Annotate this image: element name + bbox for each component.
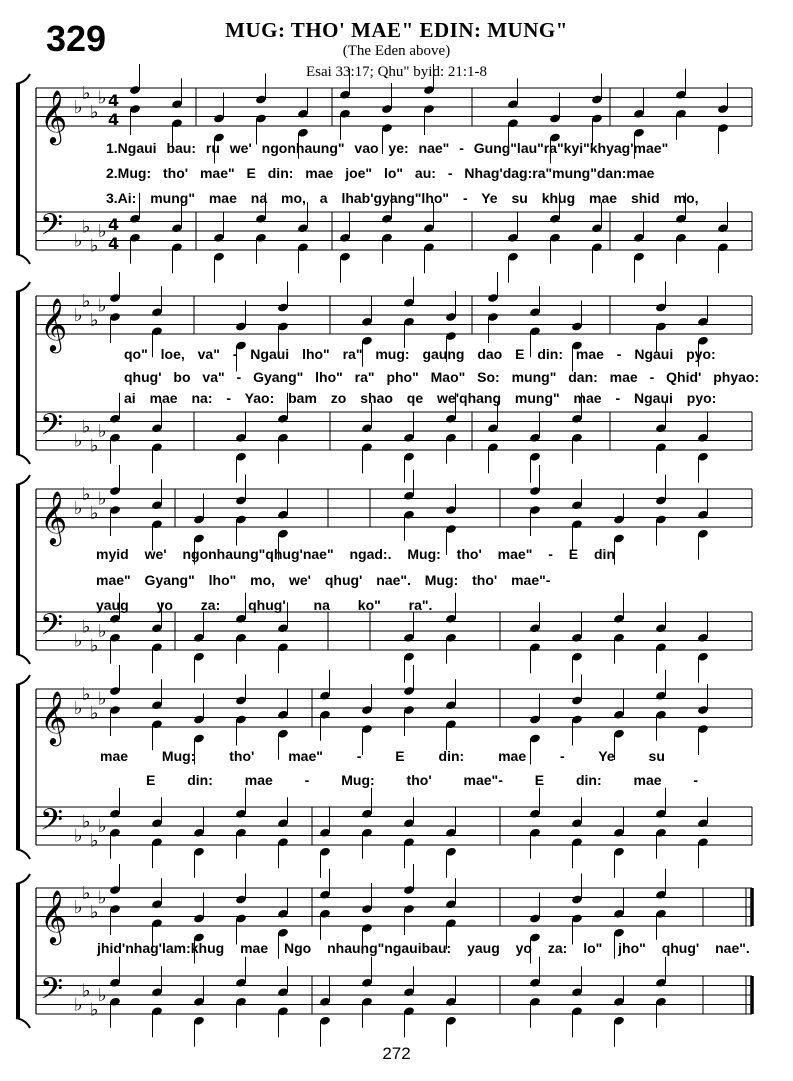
- system-bracket: [16, 485, 20, 654]
- bass-clef: 𝄢: [40, 608, 64, 650]
- bracket-hook: [16, 475, 30, 485]
- flat-sign: ♭: [74, 897, 83, 918]
- flat-sign: ♭: [90, 635, 99, 657]
- system-bracket: [16, 685, 20, 849]
- flat-sign: ♭: [82, 811, 91, 833]
- flat-sign: ♭: [98, 221, 107, 242]
- flat-sign: ♭: [98, 488, 107, 510]
- flat-sign: ♭: [82, 216, 91, 238]
- bass-clef: 𝄢: [40, 803, 64, 845]
- system-bracket: [16, 292, 20, 454]
- lyric-line-s1-v2: 2.Mug: tho' mae" E din: mae joe" lo" au: - Nhag'dag:ra"mung"dan:mae: [106, 165, 655, 181]
- flat-sign: ♭: [98, 688, 107, 710]
- flat-sign: ♭: [98, 421, 107, 442]
- flat-sign: ♭: [82, 980, 91, 1002]
- lyric-line-s5-v1: jhid'nhag'lam:khug mae Ngo nhaung"ngauibau: yaug yo za: lo" jho" qhug' nae".: [97, 940, 750, 956]
- flat-sign: ♭: [82, 616, 91, 638]
- lyric-line-s3-v3: yaug yo za: qhug' na ko" ra".: [96, 597, 433, 613]
- flat-sign: ♭: [90, 309, 99, 331]
- time-signature: 4: [108, 215, 120, 234]
- treble-clef: 𝄞: [40, 297, 68, 351]
- bracket-hook: [16, 675, 30, 685]
- flat-sign: ♭: [98, 816, 107, 837]
- bass-clef: 𝄢: [40, 408, 64, 450]
- bass-clef: 𝄢: [40, 972, 64, 1014]
- flat-sign: ♭: [90, 435, 99, 457]
- lyric-line-s4-v1: mae Mug: tho' mae" - E din: mae - Ye su: [100, 748, 665, 764]
- flat-sign: ♭: [90, 901, 99, 923]
- flat-sign: ♭: [74, 430, 83, 452]
- hymn-title: MUG: THO' MAE" EDIN: MUNG": [225, 18, 568, 42]
- time-signature: 4: [108, 234, 120, 253]
- flat-sign: ♭: [82, 483, 91, 505]
- bracket-hook: [16, 74, 30, 84]
- bracket-hook: [16, 454, 30, 464]
- flat-sign: ♭: [98, 621, 107, 642]
- flat-sign: ♭: [90, 235, 99, 257]
- flat-sign: ♭: [74, 825, 83, 847]
- bracket-hook: [16, 282, 30, 292]
- lyric-line-s2-v1: qo" loe, va" - Ngaui lho" ra" mug: gaung dao E din: mae - Ngaui pyo:: [124, 346, 716, 362]
- flat-sign: ♭: [74, 698, 83, 719]
- flat-sign: ♭: [74, 305, 83, 326]
- flat-sign: ♭: [90, 999, 99, 1021]
- time-signature: 4: [108, 110, 120, 129]
- flat-sign: ♭: [74, 630, 83, 652]
- flat-sign: ♭: [98, 295, 107, 317]
- flat-sign: ♭: [90, 502, 99, 524]
- bracket-hook: [16, 1018, 30, 1028]
- lyric-line-s4-v2: E din: mae - Mug: tho' mae"- E din: mae -: [146, 772, 699, 788]
- lyric-line-s3-v1: myid we' ngonhaung"qhug'nae" ngad:. Mug: tho' mae" - E din: [96, 546, 615, 562]
- treble-clef: 𝄞: [40, 89, 68, 143]
- lyric-line-s1-v3: 3.Ai: mung" mae na mo, a lhab'gyang"lho" - Ye su khug mae shid mo,: [106, 190, 699, 206]
- bracket-hook: [16, 654, 30, 664]
- lyric-line-s1-v1: 1.Ngaui bau: ru we' ngonhaung" vao ye: nae" - Gung"lau"ra"kyi"khyag'mae": [106, 140, 669, 156]
- lyric-line-s3-v2: mae" Gyang" lho" mo, we' qhug' nae". Mug: tho' mae"-: [96, 572, 551, 588]
- hymn-number: 329: [46, 18, 107, 59]
- flat-sign: ♭: [98, 87, 107, 109]
- bracket-hook: [16, 849, 30, 859]
- bracket-hook: [16, 874, 30, 884]
- lyric-line-s2-v3: ai mae na: - Yao: bam zo shao qe we'qhang mung" mae - Ngaui pyo:: [124, 390, 717, 406]
- flat-sign: ♭: [82, 683, 91, 705]
- flat-sign: ♭: [74, 97, 83, 118]
- hymn-subtitle: (The Eden above): [342, 43, 451, 59]
- time-signature: 4: [108, 91, 120, 110]
- flat-sign: ♭: [82, 82, 91, 104]
- flat-sign: ♭: [98, 985, 107, 1006]
- flat-sign: ♭: [90, 101, 99, 123]
- flat-sign: ♭: [90, 702, 99, 724]
- flat-sign: ♭: [90, 830, 99, 852]
- bass-clef: 𝄢: [40, 208, 64, 250]
- flat-sign: ♭: [82, 290, 91, 312]
- flat-sign: ♭: [98, 887, 107, 909]
- flat-sign: ♭: [74, 994, 83, 1016]
- flat-sign: ♭: [74, 230, 83, 252]
- system-bracket: [16, 84, 20, 254]
- page-number: 272: [382, 1044, 411, 1063]
- system-bracket: [16, 884, 20, 1018]
- treble-clef: 𝄞: [40, 490, 68, 544]
- flat-sign: ♭: [74, 498, 83, 519]
- treble-clef: 𝄞: [40, 889, 68, 943]
- bracket-hook: [16, 254, 30, 264]
- scripture-reference: Esai 33:17; Qhu" byid: 21:1-8: [305, 64, 488, 80]
- flat-sign: ♭: [82, 882, 91, 904]
- lyric-line-s2-v2: qhug' bo va" - Gyang" lho" ra" pho" Mao" So: mung" dan: mae - Qhid' phyao:: [124, 369, 760, 385]
- flat-sign: ♭: [82, 416, 91, 438]
- treble-clef: 𝄞: [40, 690, 68, 744]
